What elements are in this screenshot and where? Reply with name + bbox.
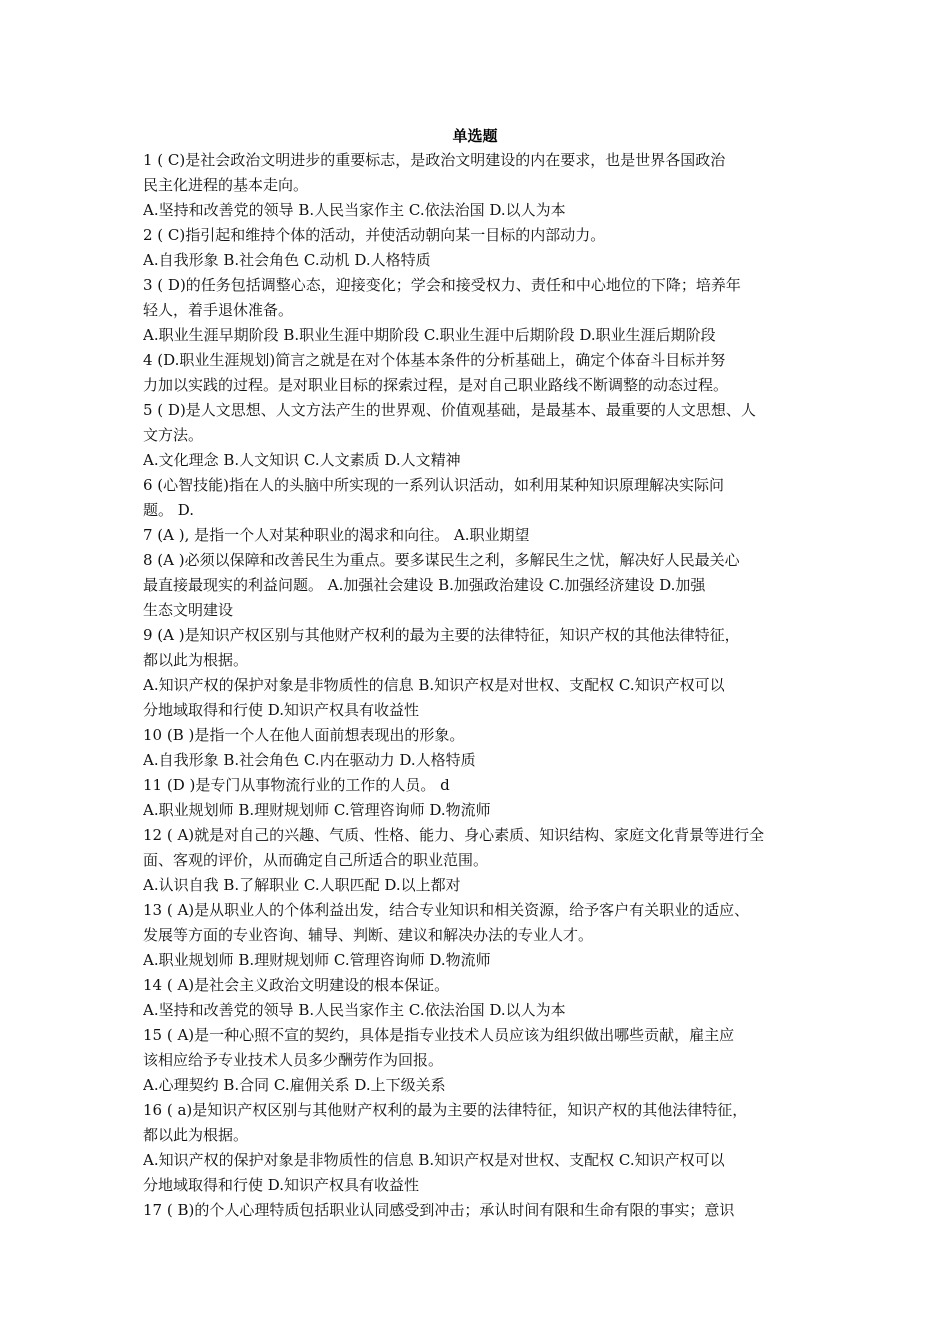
text-line: A.心理契约 B.合同 C.雇佣关系 D.上下级关系	[143, 1076, 446, 1094]
text-line: 9 (A )是知识产权区别与其他财产权利的最为主要的法律特征，知识产权的其他法律特征，	[143, 626, 740, 644]
text-line: 14 ( A)是社会主义政治文明建设的根本保证。	[143, 976, 450, 994]
text-line: 发展等方面的专业咨询、辅导、判断、建议和解决办法的专业人才。	[143, 926, 594, 944]
text-line: 1 ( C)是社会政治文明进步的重要标志，是政治文明建设的内在要求，也是世界各国政治	[143, 151, 726, 169]
text-line: 轻人，着手退休准备。	[143, 301, 294, 319]
text-line: 4 (D.职业生涯规划)简言之就是在对个体基本条件的分析基础上，确定个体奋斗目标并努	[143, 351, 726, 369]
text-line: A.职业规划师 B.理财规划师 C.管理咨询师 D.物流师	[143, 951, 491, 969]
text-line: A.自我形象 B.社会角色 C.动机 D.人格特质	[143, 251, 431, 269]
text-line: 题。 D.	[143, 501, 195, 519]
text-line: 3 ( D)的任务包括调整心态，迎接变化；学会和接受权力、责任和中心地位的下降；培养年	[143, 276, 741, 294]
text-line: A.坚持和改善党的领导 B.人民当家作主 C.依法治国 D.以人为本	[143, 1001, 566, 1019]
text-line: 7 (A ), 是指一个人对某种职业的渴求和向往。 A.职业期望	[143, 526, 530, 544]
text-line: A.认识自我 B.了解职业 C.人职匹配 D.以上都对	[143, 876, 461, 894]
text-line: 最直接最现实的利益问题。 A.加强社会建设 B.加强政治建设 C.加强经济建设 D.加强	[143, 576, 706, 594]
text-line: 10 (B )是指一个人在他人面前想表现出的形象。	[143, 726, 465, 744]
text-line: 11 (D )是专门从事物流行业的工作的人员。 d	[143, 776, 450, 794]
text-line: 5 ( D)是人文思想、人文方法产生的世界观、价值观基础，是最基本、最重要的人文思想、人	[143, 401, 756, 419]
text-line: A.职业规划师 B.理财规划师 C.管理咨询师 D.物流师	[143, 801, 491, 819]
text-line: 12 ( A)就是对自己的兴趣、气质、性格、能力、身心素质、知识结构、家庭文化背景等进行全	[143, 826, 765, 844]
page-title: 单选题	[452, 127, 498, 145]
text-line: 力加以实践的过程。是对职业目标的探索过程，是对自己职业路线不断调整的动态过程。	[143, 376, 729, 394]
text-line: A.自我形象 B.社会角色 C.内在驱动力 D.人格特质	[143, 751, 476, 769]
text-line: 8 (A )必须以保障和改善民生为重点。要多谋民生之利，多解民生之忧，解决好人民最关心	[143, 551, 740, 569]
text-line: 生态文明建设	[143, 601, 234, 619]
text-line: 16 ( a)是知识产权区别与其他财产权利的最为主要的法律特征，知识产权的其他法律特征，	[143, 1101, 748, 1119]
text-line: A.知识产权的保护对象是非物质性的信息 B.知识产权是对世权、支配权 C.知识产权可以	[143, 676, 725, 694]
text-line: 17 ( B)的个人心理特质包括职业认同感受到冲击；承认时间有限和生命有限的事实；意识	[143, 1201, 735, 1219]
text-line: 2 ( C)指引起和维持个体的活动，并使活动朝向某一目标的内部动力。	[143, 226, 606, 244]
text-line: 13 ( A)是从职业人的个体利益出发，结合专业知识和相关资源，给予客户有关职业的适应、	[143, 901, 750, 919]
question-list	[143, 148, 818, 1223]
text-line: 文方法。	[143, 426, 204, 444]
text-line: 民主化进程的基本走向。	[143, 176, 309, 194]
text-line: 都以此为根据。	[143, 1126, 249, 1144]
text-line: 分地域取得和行使 D.知识产权具有收益性	[143, 701, 420, 719]
text-line: 都以此为根据。	[143, 651, 249, 669]
text-line: 6 (心智技能)指在人的头脑中所实现的一系列认识活动，如利用某种知识原理解决实际问	[143, 476, 725, 494]
text-line: A.坚持和改善党的领导 B.人民当家作主 C.依法治国 D.以人为本	[143, 201, 566, 219]
text-line: 15 ( A)是一种心照不宣的契约，具体是指专业技术人员应该为组织做出哪些贡献，雇主应	[143, 1026, 735, 1044]
text-line: 面、客观的评价，从而确定自己所适合的职业范围。	[143, 851, 489, 869]
text-line: A.文化理念 B.人文知识 C.人文素质 D.人文精神	[143, 451, 461, 469]
text-line: A.知识产权的保护对象是非物质性的信息 B.知识产权是对世权、支配权 C.知识产权可以	[143, 1151, 725, 1169]
text-line: 该相应给予专业技术人员多少酬劳作为回报。	[143, 1051, 444, 1069]
text-line: A.职业生涯早期阶段 B.职业生涯中期阶段 C.职业生涯中后期阶段 D.职业生涯后期阶段	[143, 326, 716, 344]
text-line: 分地域取得和行使 D.知识产权具有收益性	[143, 1176, 420, 1194]
